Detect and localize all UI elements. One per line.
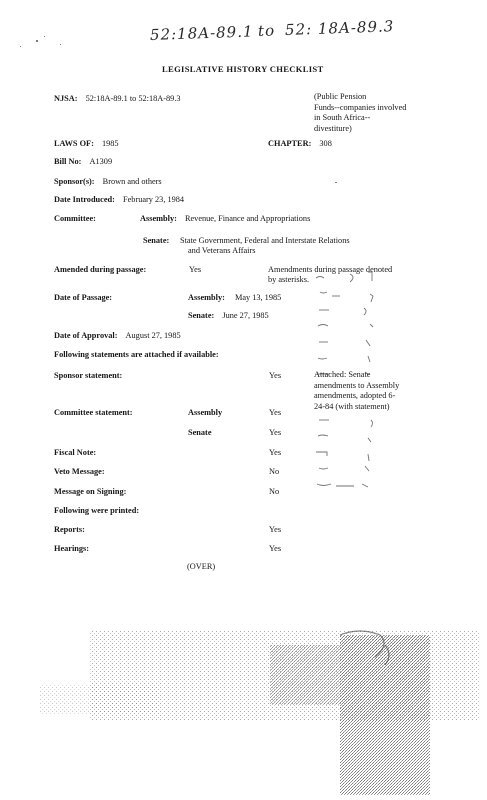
attached-note-line: amendments, adopted 6- [314, 391, 396, 400]
message-on-signing-value: No [269, 487, 280, 496]
date-of-passage-label: Date of Passage: [54, 293, 113, 302]
laws-of-row [54, 139, 119, 149]
committee-statement-assembly-label: Assembly [188, 408, 223, 417]
bill-no-label: Bill No: [54, 157, 82, 166]
sponsors-label: Sponsor(s): [54, 177, 95, 186]
subject-note-line: Funds--companies involved [314, 102, 407, 112]
date-introduced-value: February 23, 1984 [123, 195, 185, 204]
subject-note-line: divestiture) [314, 123, 352, 133]
committee-statement-senate-value: Yes [269, 428, 282, 437]
message-on-signing-label: Message on Signing: [54, 487, 127, 496]
date-of-approval-row [54, 331, 181, 341]
subject-note-line: (Public Pension [314, 92, 367, 101]
fiscal-note-label: Fiscal Note: [54, 448, 97, 457]
laws-of-value: 1985 [101, 139, 119, 148]
subject-note-line: in South Africa-- [314, 113, 371, 122]
handwritten-connector: to [257, 21, 276, 40]
bill-no-value: A1309 [89, 157, 113, 166]
laws-of-label: LAWS OF: [54, 139, 94, 148]
scan-speck [335, 182, 337, 183]
fiscal-note-value: Yes [269, 448, 282, 457]
committee-label: Committee: [54, 214, 96, 223]
sponsor-statement-label: Sponsor statement: [54, 371, 123, 380]
committee-assembly-row [140, 214, 310, 224]
amended-label: Amended during passage: [54, 265, 147, 274]
printed-heading: Following were printed: [54, 506, 140, 515]
veto-message-label: Veto Message: [54, 467, 105, 476]
chapter-label: CHAPTER: [268, 139, 312, 148]
committee-statement-label: Committee statement: [54, 408, 133, 417]
hearings-label: Hearings: [54, 544, 90, 553]
date-introduced-row [54, 195, 184, 205]
scan-speck [20, 46, 21, 47]
scan-speck [36, 40, 38, 42]
chapter-row [268, 139, 332, 149]
page-title: LEGISLATIVE HISTORY CHECKLIST [162, 64, 324, 74]
subject-note [314, 92, 406, 134]
date-introduced-label: Date Introduced: [54, 195, 115, 204]
committee-statement-assembly-value: Yes [269, 408, 282, 417]
passage-assembly-row [188, 293, 281, 303]
committee-senate-label: Senate: [143, 236, 170, 245]
committee-senate-line: State Government, Federal and Interstate Relations [180, 236, 350, 245]
passage-senate-row [188, 311, 269, 321]
date-of-approval-label: Date of Approval: [54, 331, 118, 340]
chapter-value: 308 [319, 139, 332, 148]
sponsors-row [54, 177, 162, 187]
passage-senate-label: Senate: [188, 311, 215, 320]
njsa-label: NJSA: [54, 94, 78, 103]
over-note: (OVER) [187, 562, 216, 571]
sponsor-statement-value: Yes [269, 371, 282, 380]
scan-smudge-column [310, 270, 385, 500]
date-of-approval-value: August 27, 1985 [125, 331, 181, 340]
committee-assembly-label: Assembly: [140, 214, 177, 223]
committee-senate-line: and Veterans Affairs [188, 246, 256, 255]
amended-note-line: by asterisks. [268, 275, 310, 284]
reports-value: Yes [269, 525, 282, 534]
amended-note-line: Amendments during passage denoted [268, 265, 393, 274]
passage-assembly-label: Assembly: [188, 293, 225, 302]
veto-message-value: No [269, 467, 280, 476]
passage-assembly-value: May 13, 1985 [234, 293, 282, 302]
reports-label: Reports: [54, 525, 85, 534]
scan-noise-strip [40, 615, 480, 795]
committee-assembly-value: Revenue, Finance and Appropriations [184, 214, 311, 223]
passage-senate-value: June 27, 1985 [222, 311, 269, 320]
committee-senate-value [180, 236, 350, 256]
bill-no-row [54, 157, 112, 167]
hearings-value: Yes [269, 544, 282, 553]
handwritten-citation-end: 52: 18A-89.3 [284, 17, 395, 39]
handwritten-citation-start: 52:18A-89.1 [149, 22, 254, 44]
attached-note-line: 24-84 (with statement) [314, 401, 390, 411]
scan-speck [60, 44, 61, 45]
amended-value: Yes [189, 265, 202, 274]
statements-heading: Following statements are attached if available: [54, 350, 219, 359]
scan-speck [44, 36, 45, 37]
committee-statement-senate-label: Senate [188, 428, 212, 437]
njsa-row [54, 94, 181, 104]
attached-note-line: amendments to Assembly [314, 380, 400, 390]
attached-note-line: Attached: Senate [314, 370, 371, 379]
njsa-value: 52:18A-89.1 to 52:18A-89.3 [85, 94, 181, 103]
sponsors-value: Brown and others [102, 177, 162, 186]
